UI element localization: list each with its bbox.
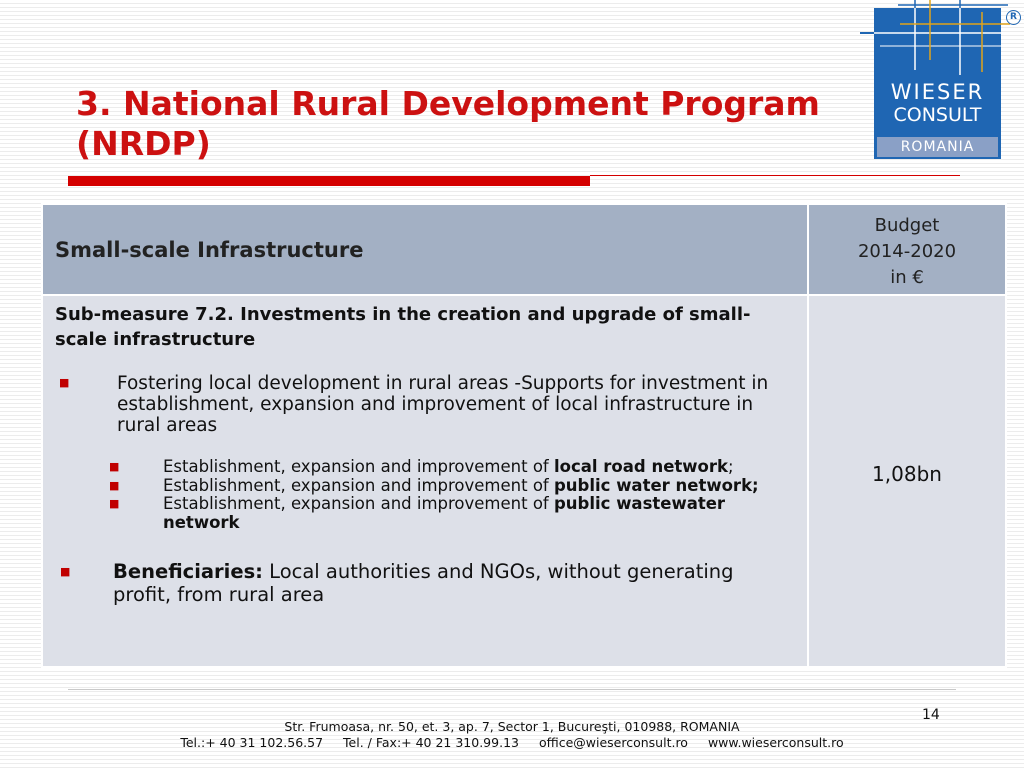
title-underline-thick [68,176,590,186]
measure-table [41,203,1007,668]
beneficiaries-text: Local authorities and NGOs, without generating profit, from rural area [113,560,734,606]
logo-lines-overlay [860,0,1024,80]
slide-title: 3. National Rural Development Program (NRDP) [76,84,820,163]
page-number: 14 [922,707,940,723]
registered-mark: R [1006,10,1021,25]
footer-tel: Tel.:+ 40 31 102.56.57 [180,735,324,750]
table-body-row [42,295,1006,667]
bullet-text: Fostering local development in rural areas -Supports for investment in establishment, expansion and improvement of local infrastructure in rural areas [117,373,769,436]
table-header-row [42,204,1006,295]
sub-item-text: Establishment, expansion and improvement of [163,494,554,513]
list-item [55,373,795,436]
square-bullet-icon: ■ [109,497,120,510]
wieser-consult-logo [860,0,1024,165]
footer-contacts [0,735,1024,751]
sub-item-text: Establishment, expansion and improvement of [163,475,554,495]
list-item [55,458,795,477]
measure-description-cell [42,295,808,667]
logo-text-romania: ROMANIA [900,139,975,155]
budget-header-line-2: 2014-2020 [857,241,957,262]
sub-item-bold: public wastewater network [163,494,726,532]
sub-item-suffix: ; [727,457,734,476]
list-item [55,560,795,606]
footer-email: office@wieserconsult.ro [538,735,688,750]
sub-item-text: Establishment, expansion and improvement of [163,457,554,476]
budget-value-cell: 1,08bn [808,295,1006,667]
list-item [55,495,795,532]
budget-header-line-1: Budget [874,215,940,236]
square-bullet-icon: ■ [59,376,70,389]
logo-text-wieser: WIESER [890,80,985,104]
budget-header-line-3: in € [890,267,924,288]
footer-website: www.wieserconsult.ro [707,735,844,750]
footer-fax: Tel. / Fax:+ 40 21 310.99.13 [343,735,519,750]
header-small-scale-infrastructure: Small-scale Infrastructure [42,204,808,295]
list-item [55,477,795,496]
footer-divider [68,689,956,690]
beneficiaries-label: Beneficiaries: [113,560,263,583]
square-bullet-icon: ■ [60,565,71,578]
footer-address: Str. Frumoasa, nr. 50, et. 3, ap. 7, Sector 1, Bucureşti, 010988, ROMANIA [284,719,740,734]
logo-text-consult: CONSULT [893,104,982,126]
sub-item-bold: local road network [553,457,728,476]
submeasure-title: Sub-measure 7.2. Investments in the creation and upgrade of small-scale infrastructure [55,304,751,350]
header-budget [808,204,1006,295]
title-underline-thin [590,175,960,176]
sub-item-bold: public water network; [553,475,759,495]
square-bullet-icon: ■ [109,478,120,492]
square-bullet-icon: ■ [109,460,120,473]
